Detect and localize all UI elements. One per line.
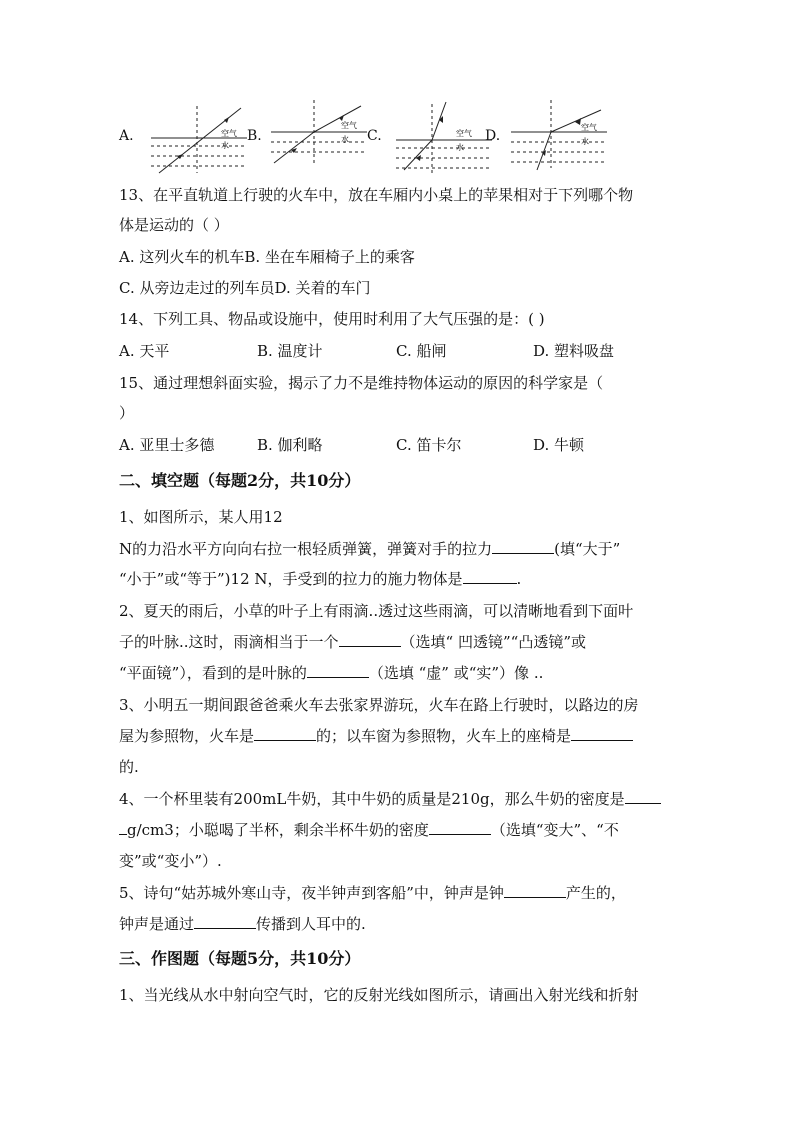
q13-options-ab[interactable]: A. 这列火车的机车B. 坐在车厢椅子上的乘客 <box>119 248 415 266</box>
q14-line1: 14、下列工具、物品或设施中，使用时利用了大气压强的是：( ) <box>119 310 545 328</box>
s2-q1-line3: “小于”或“等于”)12 N，手受到的拉力的施力物体是 . <box>119 570 522 588</box>
answer-blank[interactable] <box>429 820 491 835</box>
q14-option-a[interactable]: A. 天平 <box>119 342 170 360</box>
s3-q1-line1: 1、当光线从水中射向空气时，它的反射光线如图所示，请画出入射光线和折射 <box>119 986 639 1004</box>
s2-q5-line1: 5、诗句“姑苏城外寒山寺，夜半钟声到客船”中，钟声是钟 产生的， <box>119 884 626 902</box>
diagram-a <box>149 98 249 178</box>
answer-blank[interactable] <box>307 663 369 678</box>
answer-blank[interactable] <box>504 883 566 898</box>
answer-blank[interactable] <box>571 726 633 741</box>
s2-q3-line2: 屋为参照物，火车是 的；以车窗为参照物，火车上的座椅是 <box>119 725 684 747</box>
q14-option-b[interactable]: B. 温度计 <box>257 342 323 360</box>
s2-q2-line1: 2、夏天的雨后，小草的叶子上有雨滴..透过这些雨滴，可以清晰地看到下面叶 <box>119 602 634 620</box>
s2-q2-line3: “平面镜”），看到的是叶脉的 （选填 “虚” 或“实”）像 .. <box>119 664 544 682</box>
q14-option-c[interactable]: C. 船闸 <box>396 342 447 360</box>
q15-option-b[interactable]: B. 伽利略 <box>257 436 323 454</box>
answer-blank[interactable] <box>625 789 661 804</box>
svg-text:水: 水 <box>456 143 464 152</box>
answer-blank[interactable] <box>194 914 256 929</box>
q13-line2: 体是运动的（ ） <box>119 216 229 234</box>
q13-options-cd[interactable]: C. 从旁边走过的列车员D. 关着的车门 <box>119 279 371 297</box>
s2-q1-line2: N的力沿水平方向向右拉一根轻质弹簧，弹簧对手的拉力 (填“大于” <box>119 540 621 558</box>
s2-q4-line2: g/cm3；小聪喝了半杯，剩余半杯牛奶的密度 （选填“变大”、“不 <box>119 819 684 841</box>
section2-title: 二、填空题（每题2分，共10分） <box>119 471 361 490</box>
q15-option-d[interactable]: D. 牛顿 <box>533 436 585 454</box>
water-label: 水 <box>221 141 229 150</box>
q15-option-a[interactable]: A. 亚里士多德 <box>119 436 215 454</box>
svg-text:空气: 空气 <box>456 129 472 138</box>
answer-blank[interactable] <box>463 569 517 584</box>
q14-options <box>119 340 684 362</box>
diagram-label-c[interactable]: C. <box>367 128 382 144</box>
diagram-label-d[interactable]: D. <box>485 128 501 144</box>
svg-text:水: 水 <box>341 135 349 144</box>
section3-title: 三、作图题（每题5分，共10分） <box>119 949 361 968</box>
air-label: 空气 <box>221 129 237 138</box>
s2-q1-line1: 1、如图所示，某人用12 <box>119 508 283 526</box>
answer-blank[interactable] <box>339 632 401 647</box>
answer-blank[interactable] <box>119 820 127 835</box>
s2-q2-line2: 子的叶脉..这时，雨滴相当于一个 （选填“ 凹透镜”“凸透镜”或 <box>119 633 586 651</box>
diagram-label-a[interactable]: A. <box>119 128 134 144</box>
q15-line2: ） <box>119 404 135 422</box>
q14-option-d[interactable]: D. 塑料吸盘 <box>533 342 615 360</box>
answer-blank[interactable] <box>492 539 554 554</box>
q15-options <box>119 434 684 456</box>
svg-text:空气: 空气 <box>581 123 597 132</box>
s2-q3-line1: 3、小明五一期间跟爸爸乘火车去张家界游玩，火车在路上行驶时，以路边的房 <box>119 696 639 714</box>
s2-q4-line1: 4、一个杯里装有200mL牛奶，其中牛奶的质量是210g，那么牛奶的密度是 <box>119 788 684 810</box>
s2-q3-line3: 的. <box>119 758 139 776</box>
refraction-diagram-row <box>119 98 679 178</box>
q15-option-c[interactable]: C. 笛卡尔 <box>396 436 462 454</box>
q15-line1: 15、通过理想斜面实验，揭示了力不是维持物体运动的原因的科学家是（ <box>119 374 604 392</box>
svg-text:水: 水 <box>581 137 589 146</box>
diagram-label-b[interactable]: B. <box>247 128 262 144</box>
diagram-d <box>509 98 609 178</box>
diagram-b <box>269 98 369 178</box>
svg-text:空气: 空气 <box>341 121 357 130</box>
q13-line1: 13、在平直轨道上行驶的火车中，放在车厢内小桌上的苹果相对于下列哪个物 <box>119 186 634 204</box>
answer-blank[interactable] <box>254 726 316 741</box>
diagram-c <box>394 98 494 178</box>
s2-q5-line2: 钟声是通过 传播到人耳中的. <box>119 915 366 933</box>
s2-q4-line3: 变”或“变小”）. <box>119 852 222 870</box>
